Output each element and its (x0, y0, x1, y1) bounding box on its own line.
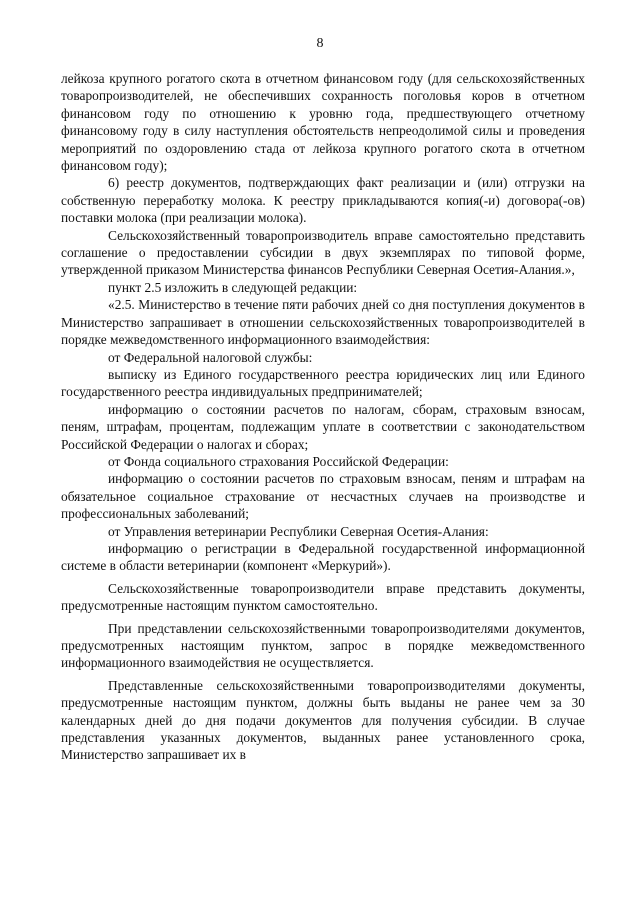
page-number: 8 (316, 36, 324, 51)
paragraph-fss-heading: от Фонда социального страхования Российской Федерации: (108, 453, 449, 469)
paragraph-tax-info: информацию о состоянии расчетов по налогам, сборам, страховым взносам, пеням, штрафам, процентам, подлежащим уплате в соответствии с законодательством Российской Федерации о налогах и сборах; (61, 401, 585, 452)
paragraph-clause-2-5-intro: пункт 2.5 изложить в следующей редакции: (108, 279, 358, 295)
paragraph-fss-info: информацию о состоянии расчетов по страховым взносам, пеням и штрафам на обязательное социальное страхование от несчастных случаев на производстве и профессиональных заболеваний; (61, 471, 585, 522)
paragraph-no-request: При представлении сельскохозяйственными товаропроизводителями документов, предусмотренных настоящим пунктом, запрос в порядке межведомственного информационного взаимодействия не осуществляется. (61, 620, 585, 671)
paragraph-clause-2-5: «2.5. Министерство в течение пяти рабочих дней со дня поступления документов в Министерство запрашивает в отношении сельскохозяйственных товаропроизводителей в порядке межведомственного информационного взаимодействия: (61, 297, 585, 348)
paragraph-vet-heading: от Управления ветеринарии Республики Северная Осетия-Алания: (108, 523, 489, 539)
paragraph-vet-info: информацию о регистрации в Федеральной государственной информационной системе в области ветеринарии (компонент «Меркурий»). (61, 540, 585, 574)
paragraph-validity: Представленные сельскохозяйственными товаропроизводителями документы, предусмотренные настоящим пунктом, должны быть выданы не ранее чем за 30 календарных дней до дня подачи документов для получения субсидии. В случае представления указанных документов, выданных ранее установленного срока, Министерство запрашивает их в (61, 677, 585, 763)
paragraph-self-submit: Сельскохозяйственные товаропроизводители вправе представить документы, предусмотренные настоящим пунктом самостоятельно. (61, 580, 585, 614)
document-body (61, 70, 585, 764)
paragraph-agreement: Сельскохозяйственный товаропроизводитель вправе самостоятельно представить соглашение о предоставлении субсидии в двух экземплярах по типовой форме, утвержденной приказом Министерства финансов Республики Северная Осетия-Алания.», (61, 227, 585, 278)
paragraph-fns-heading: от Федеральной налоговой службы: (108, 349, 313, 365)
paragraph-item-6: 6) реестр документов, подтверждающих факт реализации и (или) отгрузки на собственную переработку молока. К реестру прикладываются копия(-и) договора(-ов) поставки молока (при реализации молока). (61, 175, 585, 226)
paragraph-continuation: лейкоза крупного рогатого скота в отчетном финансовом году (для сельскохозяйственных товаропроизводителей, не обеспечивших сохранность поголовья коров в отчетном финансовом году по отношению к уровню года, предшествующего отчетному финансовому году в силу наступления обстоятельств непреодолимой силы и проведения мероприятий по оздоровлению стада от лейкоза крупного рогатого скота в отчетном финансовом году); (61, 71, 585, 174)
paragraph-egrul-extract: выписку из Единого государственного реестра юридических лиц или Единого государственного реестра индивидуальных предпринимателей; (61, 366, 585, 400)
